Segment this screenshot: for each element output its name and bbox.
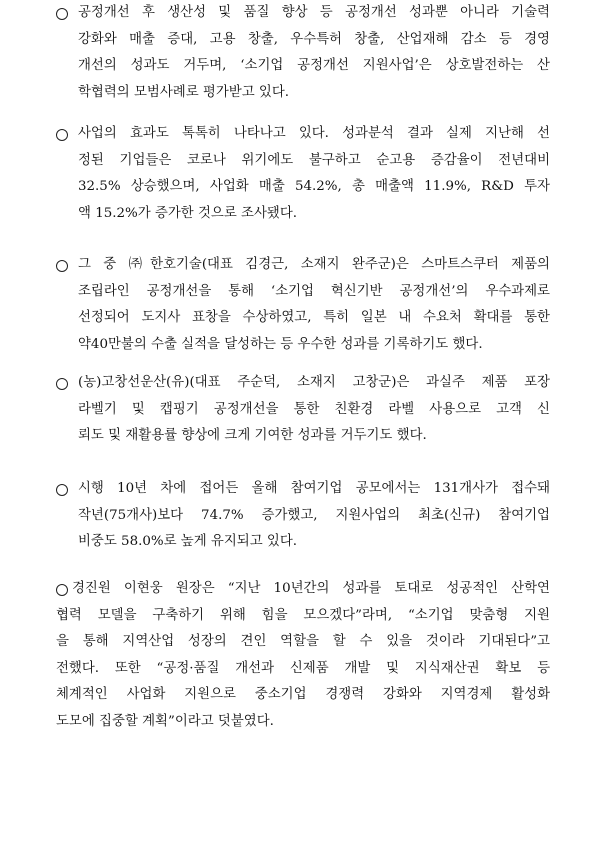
paragraph-line: 32.5% 상승했으며, 사업화 매출 54.2%, 총 매출액 11.9%, R&D 투자 [78,179,550,194]
paragraph-line: 체계적인 사업화 지원으로 중소기업 경쟁력 강화와 지역경제 활성화 [56,687,550,702]
paragraph-line: 그 중 ㈜한호기술(대표 김경근, 소재지 완주군)은 스마트스쿠터 제품의 [56,252,550,279]
paragraph-line: (농)고창선운산(유)(대표 주순덕, 소재지 고창군)은 과실주 제품 포장 [56,370,550,397]
circle-bullet-icon [56,484,68,496]
paragraph-line: 조립라인 공정개선을 통해 ‘소기업 혁신기반 공정개선’의 우수과제로 [78,283,550,299]
paragraph-line: 을 통해 지역산업 성장의 견인 역할을 할 수 있을 것이라 기대된다”고 [56,634,550,649]
paragraph-line: 협력 모델을 구축하기 위해 힘을 모으겠다”라며, “소기업 맞춤형 지원 [56,607,550,623]
circle-bullet-icon [56,8,68,20]
paragraph-line: 뢰도 및 재활용률 향상에 크게 기여한 성과를 거두기도 했다. [78,428,427,443]
paragraph-4 [56,370,550,450]
paragraph-5 [56,476,550,556]
paragraph-line: 시행 10년 차에 접어든 올해 참여기업 공모에서는 131개사가 접수돼 [56,476,550,503]
circle-bullet-icon [56,260,68,272]
paragraph-line: 경진원 이현웅 원장은 “지난 10년간의 성과를 토대로 성공적인 산학연 [56,576,550,603]
paragraph-line: 약40만불의 수출 실적을 달성하는 등 우수한 성과를 기록하기도 했다. [78,336,483,352]
paragraph-line: 라벨기 및 캡핑기 공정개선을 통한 친환경 라벨 사용으로 고객 신 [78,401,550,417]
paragraph-line: 선정되어 도지사 표창을 수상하였고, 특히 일본 내 수요처 확대를 통한 [78,310,550,325]
paragraph-line: 액 15.2%가 증가한 것으로 조사됐다. [78,205,298,221]
paragraph-line: 사업의 효과도 톡톡히 나타나고 있다. 성과분석 결과 실제 지난해 선 [56,121,550,148]
paragraph-line: 정된 기업들은 코로나 위기에도 불구하고 순고용 증감율이 전년대비 [78,152,550,168]
paragraph-line: 강화와 매출 증대, 고용 창출, 우수특허 창출, 산업재해 감소 등 경영 [78,31,550,47]
circle-bullet-icon [56,378,68,390]
paragraph-line: 학협력의 모범사례로 평가받고 있다. [78,84,290,100]
circle-bullet-icon [56,584,68,596]
paragraph-line: 도모에 집중할 계획”이라고 덧붙였다. [56,713,274,729]
paragraph-line: 전했다. 또한 “공정·품질 개선과 신제품 개발 및 지식재산권 확보 등 [56,660,550,676]
paragraph-6 [56,576,550,735]
paragraph-line: 개선의 성과도 거두며, ‘소기업 공정개선 지원사업’은 상호발전하는 산 [78,58,550,73]
paragraph-line: 공정개선 후 생산성 및 품질 향상 등 공정개선 성과뿐 아니라 기술력 [56,0,550,27]
paragraph-1 [56,0,550,106]
paragraph-line: 비중도 58.0%로 높게 유지되고 있다. [78,534,298,549]
circle-bullet-icon [56,129,68,141]
paragraph-3 [56,252,550,358]
paragraph-2 [56,121,550,227]
paragraph-line: 작년(75개사)보다 74.7% 증가했고, 지원사업의 최초(신규) 참여기업 [78,507,550,523]
